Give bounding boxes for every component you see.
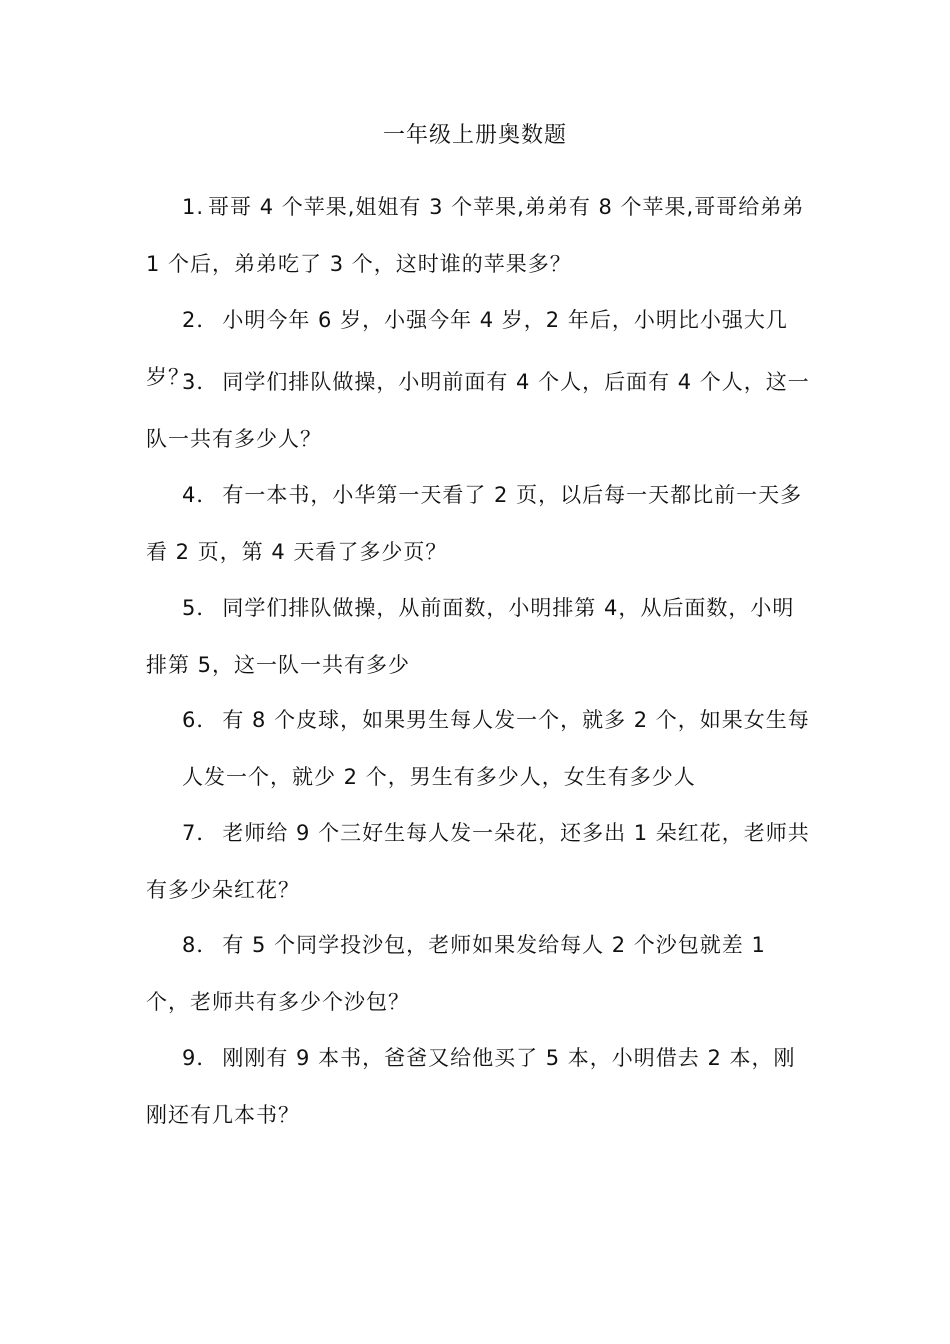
question-text: 有一本书，小华第一天看了 2 页，以后每一天都比前一天多看 2 页，第 4 天看了多少页？ (146, 483, 803, 564)
question-3 (146, 354, 810, 468)
document-title: 一年级上册奥数题 (382, 123, 567, 148)
question-text: 同学们排队做操，小明前面有 4 个人，后面有 4 个人，这一队一共有多少人？ (146, 370, 810, 451)
question-4 (146, 467, 810, 581)
question-1 (146, 179, 810, 293)
question-7 (146, 805, 810, 919)
question-text: 刚刚有 9 本书，爸爸又给他买了 5 本，小明借去 2 本，刚刚还有几本书？ (146, 1046, 796, 1127)
question-text: 哥哥 4 个苹果,姐姐有 3 个苹果,弟弟有 8 个苹果,哥哥给弟弟 1 个后，弟弟吃了 3 个，这时谁的苹果多？ (146, 195, 805, 276)
question-number: 5． (182, 596, 219, 620)
question-6 (146, 692, 810, 806)
question-text: 有 8 个皮球，如果男生每人发一个，就多 2 个，如果女生每人发一个，就少 2 个，男生有多少人，女生有多少人 (182, 708, 810, 789)
question-number: 3． (182, 370, 219, 394)
question-number: 8． (182, 933, 219, 957)
question-number: 7． (182, 821, 219, 845)
question-number: 2． (182, 308, 219, 332)
question-number: 9． (182, 1046, 219, 1070)
question-5 (146, 580, 810, 694)
question-number: 4． (182, 483, 219, 507)
question-text: 同学们排队做操，从前面数，小明排第 4，从后面数，小明排第 5，这一队一共有多少 (146, 596, 795, 677)
question-number: 1. (182, 195, 205, 219)
question-number: 6． (182, 708, 219, 732)
question-text: 小明今年 6 岁，小强今年 4 岁，2 年后，小明比小强大几岁？ (146, 308, 788, 389)
question-9 (146, 1030, 810, 1144)
question-text: 有 5 个同学投沙包，老师如果发给每人 2 个沙包就差 1 个，老师共有多少个沙包？ (146, 933, 766, 1014)
question-8 (146, 917, 810, 1031)
question-text: 老师给 9 个三好生每人发一朵花，还多出 1 朵红花，老师共有多少朵红花？ (146, 821, 810, 902)
